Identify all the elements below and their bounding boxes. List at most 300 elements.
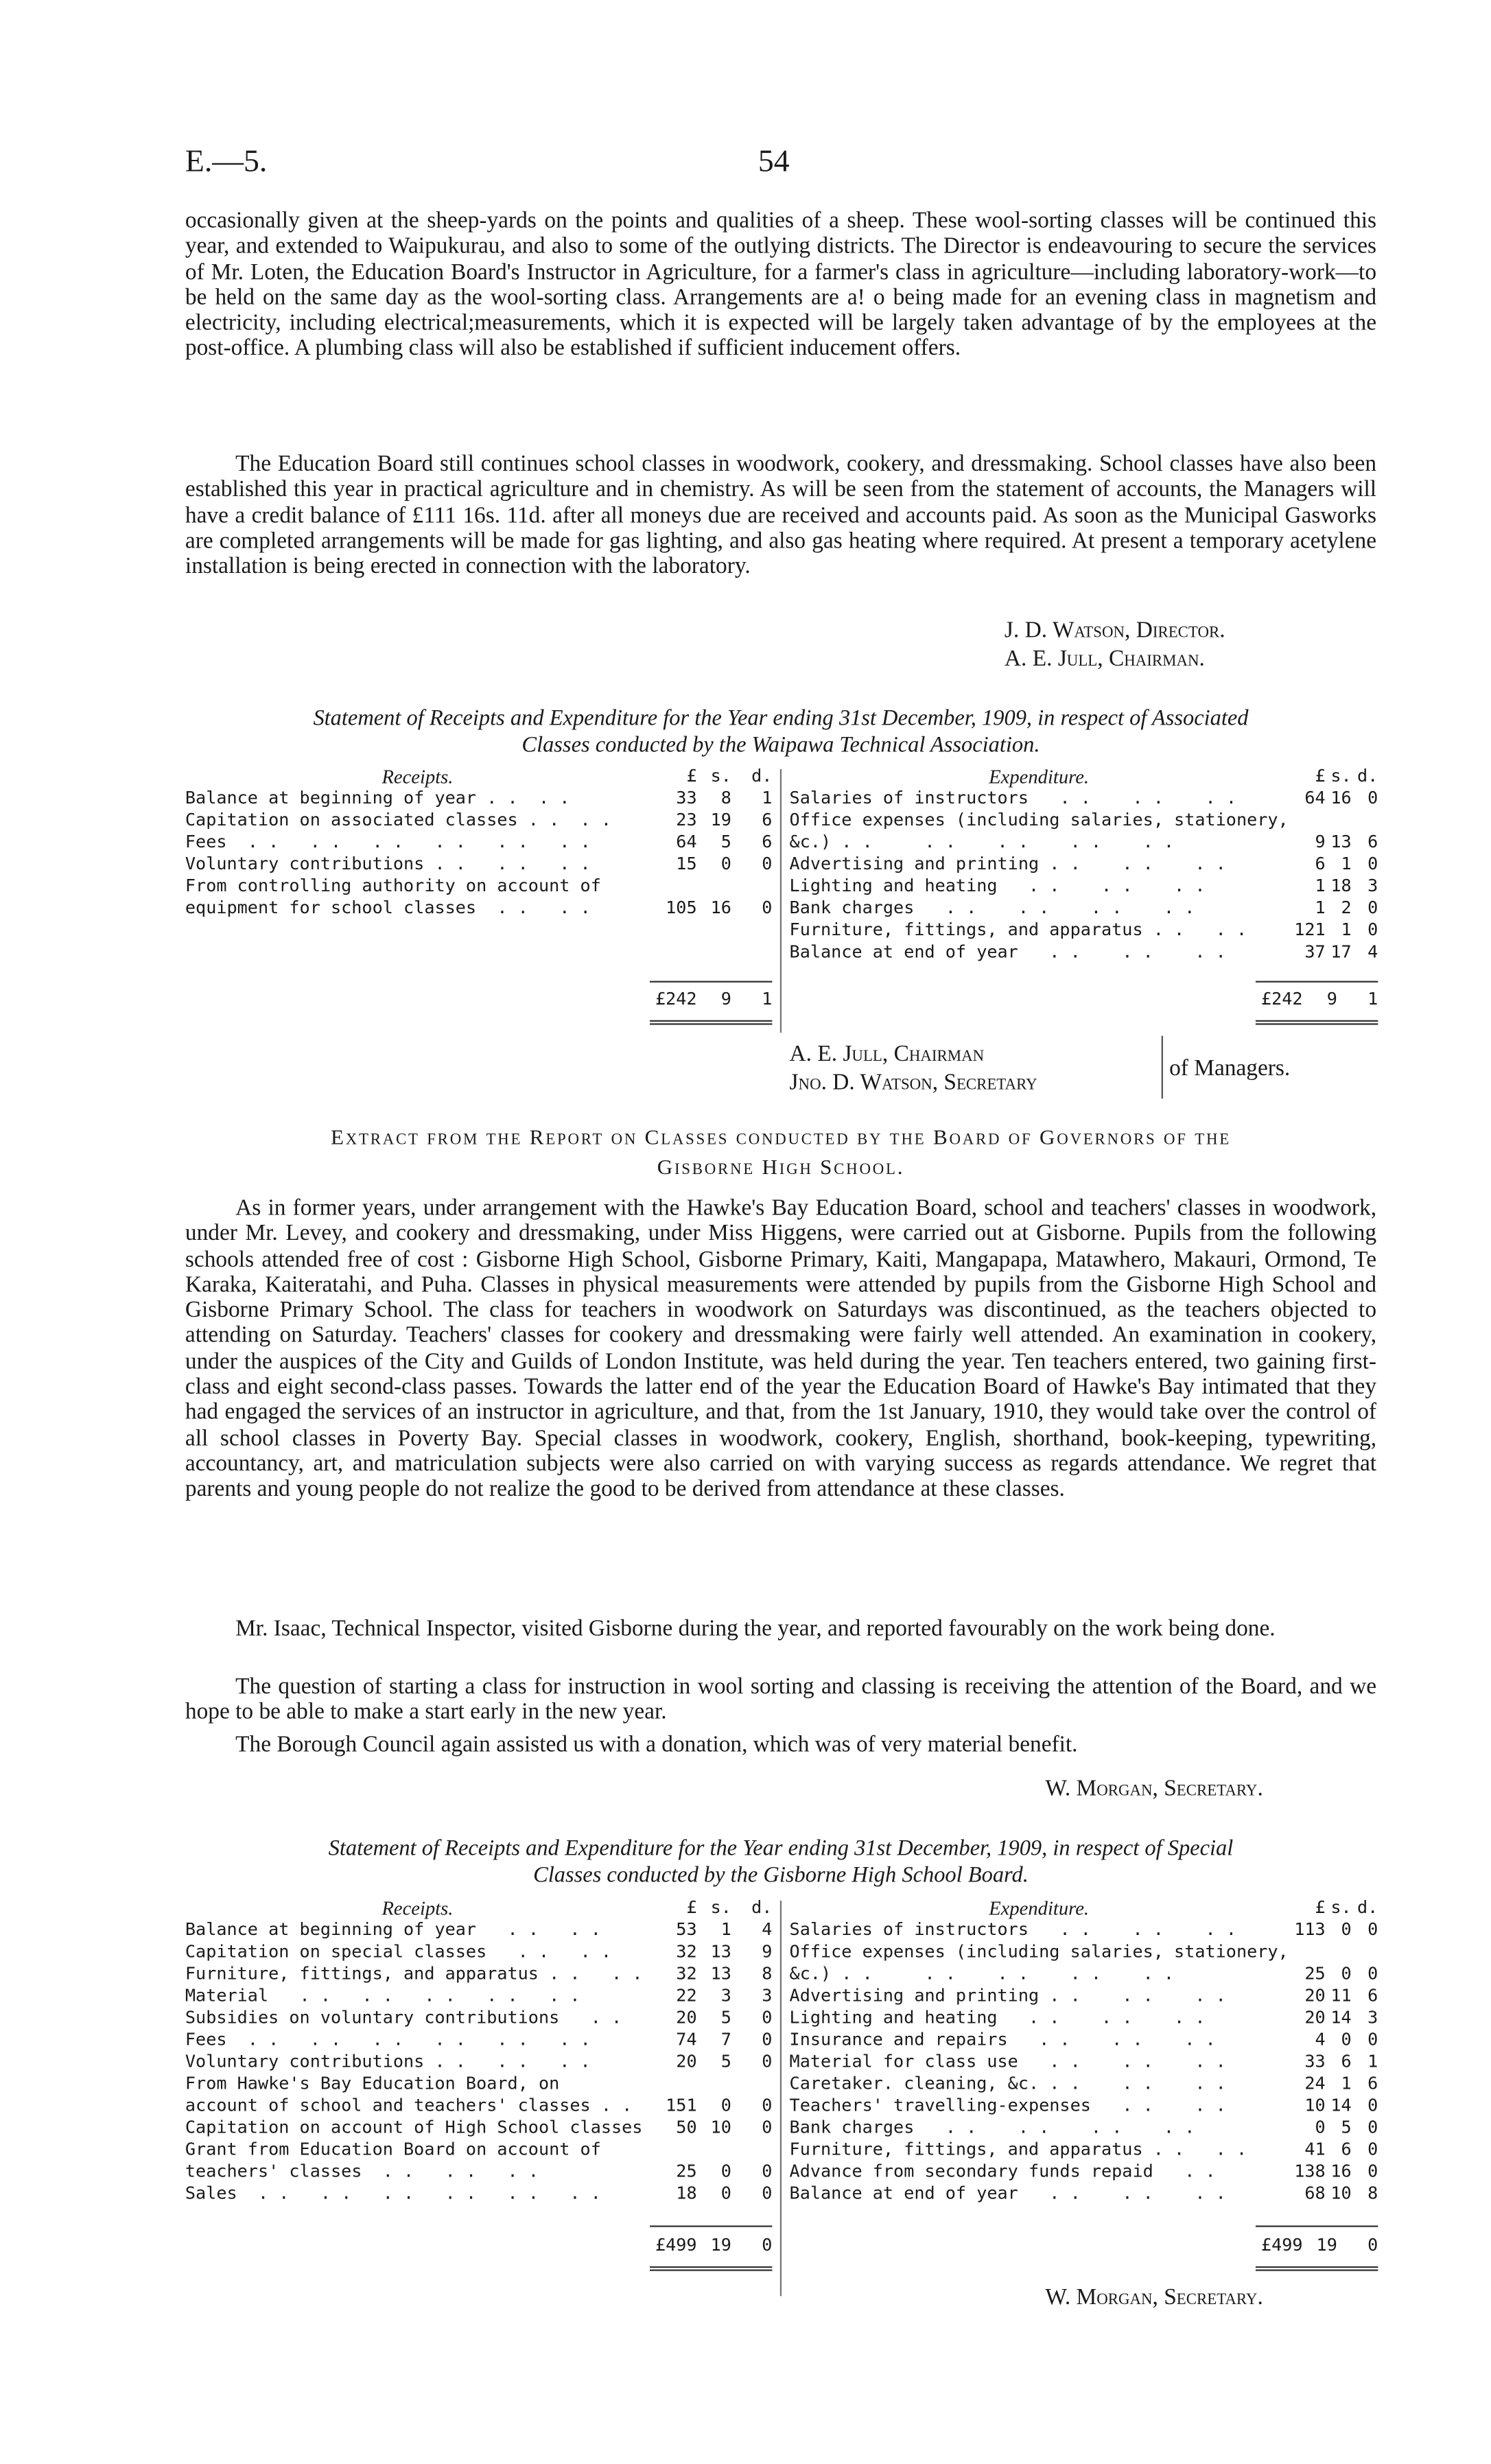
extract-paragraph-4: The Borough Council again assisted us with a donation, which was of very material benefit. <box>235 1733 1078 1758</box>
row-pounds: 20 <box>676 2051 697 2072</box>
row-label <box>185 2096 650 2117</box>
statement-2-receipts-total <box>650 2235 772 2257</box>
table-row <box>185 2096 772 2117</box>
row-pence: 0 <box>1367 2117 1378 2138</box>
table-row <box>790 941 1378 963</box>
row-pounds: 10 <box>1304 2095 1326 2116</box>
row-pounds: 25 <box>676 2161 697 2182</box>
row-shillings: 10 <box>1330 2183 1352 2204</box>
statement-1-expenditure-table <box>790 766 1378 963</box>
row-leader-dots: . . . . <box>1080 854 1226 875</box>
row-shillings: 18 <box>1330 876 1352 897</box>
row-leader-dots: . . . . <box>465 854 591 875</box>
row-pence <box>1352 810 1378 832</box>
row-shillings: 5 <box>720 832 731 853</box>
statement-1-receipts-double-rule <box>650 1020 772 1025</box>
row-leader-dots: . . . . <box>517 810 612 830</box>
table-header-row <box>185 766 772 788</box>
table-row <box>185 810 772 832</box>
row-pounds <box>650 2139 697 2161</box>
row-pounds: 53 <box>676 1919 697 1940</box>
row-label-text: Sales <box>185 2183 237 2204</box>
row-leader-dots: . . <box>1184 919 1247 941</box>
row-pounds: 33 <box>1304 2051 1326 2072</box>
table-row <box>790 876 1378 897</box>
statement-1-receipts-total <box>650 989 772 1011</box>
intro-paragraph-1: occasionally given at the sheep-yards on the points and qualities of a sheep. These wool-sorting classes will be continued this year, and extended to Waipukurau, and also to some of the outlying districts. The Director is endeavouring to secure the services of Mr. Loten, the Education Board's Instructor in Agriculture, for a farmer's class in agriculture—including laboratory-work—to be held on the same day as the wool-sorting class. Arrangements are a! o being made for an evening class in magnetism and electricity, including electrical;measurements, which it is expected will be largely taken advantage of by the employees at the post-office. A plumbing class will also be established if sufficient inducement offers. <box>185 209 1377 362</box>
row-leader-dots: . . . . . . . . <box>914 897 1195 919</box>
row-pence: 6 <box>1367 832 1378 853</box>
row-shillings: 7 <box>720 2029 731 2050</box>
statement-2-expenditure-double-rule <box>1256 2266 1378 2271</box>
row-label-text: From controlling authority on account of <box>185 876 601 897</box>
statement-2-title-line-1: Statement of Receipts and Expenditure for the Year ending 31st December, 1909, in respect of Special <box>328 1836 1234 1862</box>
statement-2-expenditure-table <box>790 1897 1378 2205</box>
row-pence: 6 <box>1367 2073 1378 2094</box>
row-label <box>790 832 1289 854</box>
row-leader-dots: . . . . . . <box>1028 788 1236 808</box>
row-label-text: account of school and teachers' classes <box>185 2095 591 2116</box>
row-pounds: 151 <box>666 2095 697 2116</box>
row-shillings: 0 <box>720 2161 731 2182</box>
table-row <box>790 1985 1378 2007</box>
table-row <box>790 1963 1378 1985</box>
pence-header: d. <box>751 766 773 786</box>
row-shillings: 3 <box>720 1985 731 2006</box>
row-pounds: 0 <box>1315 2117 1326 2138</box>
row-pence: 0 <box>1367 1919 1378 1940</box>
row-pence: 8 <box>1367 2183 1378 2204</box>
table-row <box>790 1941 1378 1963</box>
row-pence: 0 <box>1367 2161 1378 2182</box>
row-pounds: 25 <box>1304 1963 1326 1984</box>
pence-header: d. <box>1357 766 1378 786</box>
row-pence: 3 <box>762 1985 773 2006</box>
row-pence: 0 <box>1367 2029 1378 2050</box>
row-pence: 0 <box>762 2161 773 2182</box>
row-pence <box>731 876 772 897</box>
row-shillings: 10 <box>710 2117 731 2138</box>
table-row <box>185 832 772 854</box>
table-row <box>790 2183 1378 2205</box>
row-pence: 0 <box>762 2095 773 2116</box>
row-label-text: teachers' classes <box>185 2161 362 2182</box>
row-pence: 0 <box>762 854 773 875</box>
row-label-text: Furniture, fittings, and apparatus . . <box>185 1963 580 1984</box>
row-pence: 0 <box>762 2117 773 2138</box>
row-leader-dots: . . <box>559 2007 622 2028</box>
row-pounds: 22 <box>676 1985 697 2006</box>
total-row <box>1256 2235 1378 2257</box>
row-shillings: 19 <box>710 810 731 830</box>
row-shillings: 16 <box>710 897 731 919</box>
row-label <box>185 788 650 810</box>
row-leader-dots: . . . . <box>1090 2095 1226 2116</box>
row-label <box>185 1919 650 1941</box>
row-pence: 0 <box>1367 897 1378 919</box>
row-shillings: 6 <box>1341 2139 1352 2160</box>
row-label-text: Balance at end of year <box>789 941 1018 963</box>
row-shillings: 1 <box>720 1919 731 1940</box>
row-shillings: 0 <box>1341 1919 1352 1940</box>
row-shillings: 2 <box>1341 897 1352 919</box>
pence-header: d. <box>1357 1897 1378 1919</box>
row-leader-dots: . . . . . . <box>1028 1919 1236 1940</box>
row-leader-dots: . . . . . . <box>362 2161 539 2182</box>
row-pence: 4 <box>1367 941 1378 963</box>
row-pence: 0 <box>1367 919 1378 941</box>
statement-2-expenditure-total <box>1256 2235 1378 2257</box>
row-pence: 6 <box>762 832 773 853</box>
row-pence <box>1352 1941 1378 1963</box>
row-label <box>790 2052 1289 2074</box>
row-label <box>790 2007 1289 2029</box>
row-leader-dots: . . . . <box>486 1941 612 1962</box>
row-pounds: 50 <box>676 2117 697 2138</box>
row-shillings: 8 <box>720 788 731 808</box>
row-pence: 0 <box>1367 788 1378 808</box>
total-pounds: £499 <box>655 2235 697 2255</box>
table-row <box>185 1985 772 2007</box>
row-label <box>185 2183 650 2205</box>
row-shillings: 0 <box>1341 1963 1352 1984</box>
row-label-text: Advance from secondary funds repaid <box>789 2161 1153 2182</box>
row-label <box>185 854 650 876</box>
row-label-text: Material for class use <box>789 2051 1018 2072</box>
expenditure-heading: Expenditure. <box>989 766 1090 788</box>
row-shillings: 1 <box>1341 919 1352 941</box>
row-label-text: Furniture, fittings, and apparatus . . <box>789 919 1185 941</box>
row-leader-dots: . . . . <box>476 1919 601 1940</box>
row-pounds: 64 <box>1304 788 1326 808</box>
row-pence: 0 <box>762 2183 773 2204</box>
table-row <box>790 2007 1378 2029</box>
secretary-of-managers: Jno. D. Watson, Secretary <box>789 1070 1037 1096</box>
row-label <box>790 2161 1289 2183</box>
row-label <box>790 897 1289 919</box>
row-pounds: 113 <box>1294 1919 1326 1940</box>
row-pence: 0 <box>762 2029 773 2050</box>
row-leader-dots: . . . . . . <box>1018 941 1226 963</box>
row-pounds: 33 <box>676 788 697 808</box>
statement-2-title-line-2: Classes conducted by the Gisborne High School Board. <box>533 1863 1029 1888</box>
table-row <box>790 1919 1378 1941</box>
receipts-heading: Receipts. <box>381 766 454 788</box>
row-label-text: From Hawke's Bay Education Board, on <box>185 2073 560 2094</box>
total-row <box>650 989 772 1011</box>
row-label-text: Fees <box>185 832 227 853</box>
extract-heading-line-2: Gisborne High School. <box>657 1155 905 1179</box>
row-label-text: Caretaker. cleaning, &c. . . <box>789 2073 1081 2094</box>
extract-paragraph-1: As in former years, under arrangement with the Hawke's Bay Education Board, school and teachers' classes in woodwork, under Mr. Levey, and cookery and dressmaking, under Miss Higgens, were carried out at Gisborne. Pupils from the following schools attended free of cost : Gisborne High School, Gisborne Primary, Kaiti, Mangapapa, Matawhero, Makauri, Ormond, Te Karaka, Kaiteratahi, and Puha. Classes in physical measurements were attended by pupils from the Gisborne High School and Gisborne Primary School. The class for teachers in woodwork on Saturdays was discontinued, as the teachers objected to attending on Saturday. Teachers' classes for cookery and dressmaking were fairly well attended. An examination in cookery, under the auspices of the City and Guilds of London Institute, was held during the year. Ten teachers entered, two gaining first-class and eight second-class passes. Towards the latter end of the year the Education Board of Hawke's Bay intimated that they had engaged the services of an instructor in agriculture, and that, from the 1st January, 1910, they would take over the control of all school classes in Poverty Bay. Special classes in woodwork, cookery, English, shorthand, book-keeping, typewriting, accountancy, art, and matriculation subjects were also carried on with varying success as regards attendance. We regret that parents and young people do not realize the good to be derived from attendance at these classes. <box>185 1195 1377 1503</box>
row-label-text: &c.) . . <box>789 1963 873 1984</box>
pence-header: d. <box>751 1897 773 1919</box>
row-shillings <box>697 2139 731 2161</box>
row-leader-dots: . . . . . . <box>997 876 1206 897</box>
row-shillings: 16 <box>1330 2161 1352 2182</box>
row-pence: 6 <box>762 810 773 830</box>
row-leader-dots: . . . . <box>465 2051 591 2072</box>
row-label <box>790 2096 1289 2117</box>
table-row <box>790 810 1378 832</box>
row-label-text: Advertising and printing . . <box>789 1985 1081 2006</box>
row-label <box>185 2052 650 2074</box>
total-shillings: 9 <box>720 988 731 1009</box>
total-pence: 0 <box>762 2235 773 2255</box>
row-leader-dots: . . . . . . . . . . . . <box>237 2183 601 2204</box>
row-pence: 0 <box>762 897 773 919</box>
row-shillings: 14 <box>1330 2095 1352 2116</box>
statement-1-receipts-table <box>185 766 772 919</box>
table-row <box>185 2161 772 2183</box>
row-shillings: 11 <box>1330 1985 1352 2006</box>
table-row <box>185 897 772 919</box>
row-shillings: 1 <box>1341 854 1352 875</box>
table-row <box>790 2117 1378 2139</box>
row-pence: 0 <box>1367 854 1378 875</box>
table-row <box>185 1919 772 1941</box>
row-pence: 8 <box>762 1963 773 1984</box>
row-shillings: 14 <box>1330 2007 1352 2028</box>
table-row <box>185 854 772 876</box>
row-leader-dots: . . . . <box>476 897 591 919</box>
table-row <box>790 919 1378 941</box>
row-pence: 0 <box>1367 1963 1378 1984</box>
statement-1-title-line-1: Statement of Receipts and Expenditure for the Year ending 31st December, 1909, in respect of Associated <box>313 706 1249 731</box>
total-shillings: 19 <box>1316 2235 1337 2255</box>
row-leader-dots: . . . . . . <box>1018 2051 1226 2072</box>
row-label <box>185 1985 650 2007</box>
row-label-text: Lighting and heating <box>789 876 998 897</box>
row-label-text: Grant from Education Board on account of <box>185 2139 601 2160</box>
chairman-of-managers: A. E. Jull, Chairman <box>789 1042 985 1068</box>
row-leader-dots: . . . . . . <box>1007 2029 1216 2050</box>
row-pounds: 105 <box>666 897 697 919</box>
page-reference: E.—5. <box>185 144 268 179</box>
statement-1-expenditure-total <box>1256 989 1378 1011</box>
row-leader-dots: . . . . . . . . <box>914 2117 1195 2138</box>
row-label-text: Voluntary contributions . . <box>185 854 466 875</box>
table-row <box>185 2139 772 2161</box>
row-label-text: Fees <box>185 2029 227 2050</box>
table-row <box>185 1941 772 1963</box>
total-pence: 1 <box>1367 988 1378 1009</box>
statement-1-divider <box>780 769 782 1033</box>
row-leader-dots: . . . . . . . . <box>872 832 1175 853</box>
brace-icon <box>1142 1036 1163 1099</box>
table-row <box>790 2161 1378 2183</box>
row-label-text: Advertising and printing . . <box>789 854 1081 875</box>
pounds-header: £ <box>686 1897 697 1919</box>
row-pence: 0 <box>1367 2095 1378 2116</box>
row-pence: 0 <box>762 2007 773 2028</box>
row-label <box>790 2117 1289 2139</box>
extract-heading-line-1: Extract from the Report on Classes conducted by the Board of Governors of the <box>330 1125 1231 1149</box>
row-label <box>790 1941 1289 1963</box>
row-pounds: 64 <box>676 832 697 853</box>
row-pounds: 32 <box>676 1941 697 1962</box>
statement-1-expenditure-total-rule <box>1256 981 1378 983</box>
row-shillings: 1 <box>1341 2073 1352 2094</box>
row-shillings <box>697 2074 731 2096</box>
table-row <box>790 2096 1378 2117</box>
row-label <box>185 876 650 897</box>
row-label-text: Insurance and repairs <box>789 2029 1008 2050</box>
row-pence: 0 <box>1367 2139 1378 2160</box>
row-shillings: 0 <box>1341 2029 1352 2050</box>
table-row <box>185 2029 772 2051</box>
row-pounds: 41 <box>1304 2139 1326 2160</box>
row-pounds: 23 <box>676 810 697 830</box>
chairman-signature: A. E. Jull, Chairman. <box>1004 646 1205 672</box>
row-leader-dots: . . <box>1184 2139 1247 2160</box>
row-pence <box>731 2139 772 2161</box>
row-shillings: 16 <box>1330 788 1352 808</box>
row-shillings: 17 <box>1330 941 1352 963</box>
table-row <box>790 897 1378 919</box>
row-shillings: 0 <box>720 2095 731 2116</box>
gisborne-secretary-signature: W. Morgan, Secretary. <box>1045 1776 1263 1802</box>
row-label <box>185 2074 650 2096</box>
statement-1-title-line-2: Classes conducted by the Waipawa Technical Association. <box>521 733 1040 758</box>
row-label <box>790 2183 1289 2205</box>
row-shillings: 13 <box>1330 832 1352 853</box>
row-shillings: 5 <box>720 2007 731 2028</box>
row-leader-dots: . . <box>590 2095 633 2116</box>
row-pounds: 15 <box>676 854 697 875</box>
row-pounds: 24 <box>1304 2073 1326 2094</box>
row-label-text: Balance at beginning of year <box>185 788 477 808</box>
table-row <box>790 832 1378 854</box>
row-shillings: 13 <box>710 1941 731 1962</box>
row-pence: 1 <box>1367 2051 1378 2072</box>
row-leader-dots: . . . . . . <box>997 2007 1206 2028</box>
row-shillings: 0 <box>720 2183 731 2204</box>
expenditure-heading: Expenditure. <box>989 1897 1090 1920</box>
total-pounds: £499 <box>1260 2235 1303 2255</box>
row-pounds: 37 <box>1304 941 1326 963</box>
row-pounds: 9 <box>1315 832 1326 853</box>
row-label-text: Teachers' travelling-expenses <box>789 2095 1091 2116</box>
shillings-header: s. <box>710 1897 731 1919</box>
table-row <box>185 876 772 897</box>
director-signature: J. D. Watson, Director. <box>1004 618 1225 644</box>
row-label <box>790 941 1289 963</box>
row-label <box>790 2074 1289 2096</box>
row-label <box>790 1963 1289 1985</box>
row-shillings: 0 <box>720 854 731 875</box>
row-label-text: Office expenses (including salaries, stationery, <box>789 1941 1289 1962</box>
row-label <box>185 2029 650 2051</box>
total-pounds: £242 <box>1260 988 1303 1009</box>
statement-1-receipts-total-rule <box>650 981 772 983</box>
row-label <box>185 2161 650 2183</box>
total-row <box>1256 989 1378 1011</box>
row-pounds <box>650 876 697 897</box>
row-label <box>185 2139 650 2161</box>
pounds-header: £ <box>686 766 697 786</box>
total-pounds: £242 <box>655 988 697 1009</box>
table-row <box>790 854 1378 876</box>
row-label-text: Capitation on account of High School classes <box>185 2117 643 2138</box>
row-pounds <box>1289 1941 1326 1963</box>
row-pounds: 4 <box>1315 2029 1326 2050</box>
table-row <box>185 2052 772 2074</box>
row-label <box>790 788 1289 810</box>
row-pounds: 68 <box>1304 2183 1326 2204</box>
page-number: 54 <box>758 144 790 179</box>
intro-paragraph-2: The Education Board still continues school classes in woodwork, cookery, and dressmaking. School classes have also been established this year in practical agriculture and in chemistry. As will be seen from the statement of accounts, the Managers will have a credit balance of £111 16s. 11d. after all moneys due are received and accounts paid. As soon as the Municipal Gasworks are completed arrangements will be made for gas lighting, and also gas heating where required. At present a temporary acetylene installation is being erected in connection with the laboratory. <box>185 451 1377 580</box>
table-row <box>790 2029 1378 2051</box>
of-managers-label: of Managers. <box>1169 1056 1291 1081</box>
row-pounds: 6 <box>1315 854 1326 875</box>
row-label <box>185 2007 650 2029</box>
row-shillings: 13 <box>710 1963 731 1984</box>
total-pence: 0 <box>1367 2235 1378 2255</box>
row-label-text: Furniture, fittings, and apparatus . . <box>789 2139 1185 2160</box>
total-shillings: 19 <box>710 2235 731 2255</box>
row-pounds: 121 <box>1294 919 1326 941</box>
row-pence: 3 <box>1367 2007 1378 2028</box>
row-leader-dots: . . . . . . . . <box>872 1963 1175 1984</box>
row-pence: 6 <box>1367 1985 1378 2006</box>
row-pounds: 74 <box>676 2029 697 2050</box>
row-label-text: Bank charges <box>789 897 915 919</box>
table-header-row <box>790 766 1378 788</box>
table-row <box>185 2007 772 2029</box>
statement-1-expenditure-double-rule <box>1256 1020 1378 1025</box>
row-shillings: 5 <box>720 2051 731 2072</box>
row-shillings: 5 <box>1341 2117 1352 2138</box>
row-label-text: Balance at end of year <box>789 2183 1018 2204</box>
row-shillings <box>1326 810 1352 832</box>
statement-2-expenditure-total-rule <box>1256 2225 1378 2227</box>
receipts-heading: Receipts. <box>381 1897 454 1920</box>
row-leader-dots: . . . . . . <box>1018 2183 1226 2204</box>
row-label <box>185 897 650 919</box>
statement-2-secretary-signature: W. Morgan, Secretary. <box>1045 2285 1263 2310</box>
row-label <box>790 1985 1289 2007</box>
extract-paragraph-3: The question of starting a class for instruction in wool sorting and classing is receiving the attention of the Board, and we hope to be able to make a start early in the new year. <box>185 1674 1377 1726</box>
total-row <box>650 2235 772 2257</box>
table-header-row <box>790 1897 1378 1919</box>
row-leader-dots: . . . . . . . . . . . . <box>226 832 591 853</box>
row-pence: 0 <box>762 2051 773 2072</box>
table-row <box>185 1963 772 1985</box>
pounds-header: £ <box>1315 766 1326 786</box>
row-label-text: Capitation on special classes <box>185 1941 487 1962</box>
row-label-text: Bank charges <box>789 2117 915 2138</box>
table-header-row <box>185 1897 772 1919</box>
row-pounds: 138 <box>1294 2161 1326 2182</box>
row-label <box>185 2117 650 2139</box>
row-pence: 3 <box>1367 876 1378 897</box>
table-row <box>790 788 1378 810</box>
row-shillings: 6 <box>1341 2051 1352 2072</box>
shillings-header: s. <box>1330 1897 1352 1919</box>
row-label <box>790 854 1289 876</box>
row-pence: 4 <box>762 1919 773 1940</box>
row-pence <box>731 2074 772 2096</box>
statement-2-receipts-double-rule <box>650 2266 772 2271</box>
row-label <box>185 1941 650 1963</box>
row-pounds: 1 <box>1315 897 1326 919</box>
table-row <box>790 2139 1378 2161</box>
row-label-text: Salaries of instructors <box>789 788 1029 808</box>
row-label-text: equipment for school classes <box>185 897 477 919</box>
row-pence: 1 <box>762 788 773 808</box>
row-label-text: Capitation on associated classes <box>185 810 518 830</box>
